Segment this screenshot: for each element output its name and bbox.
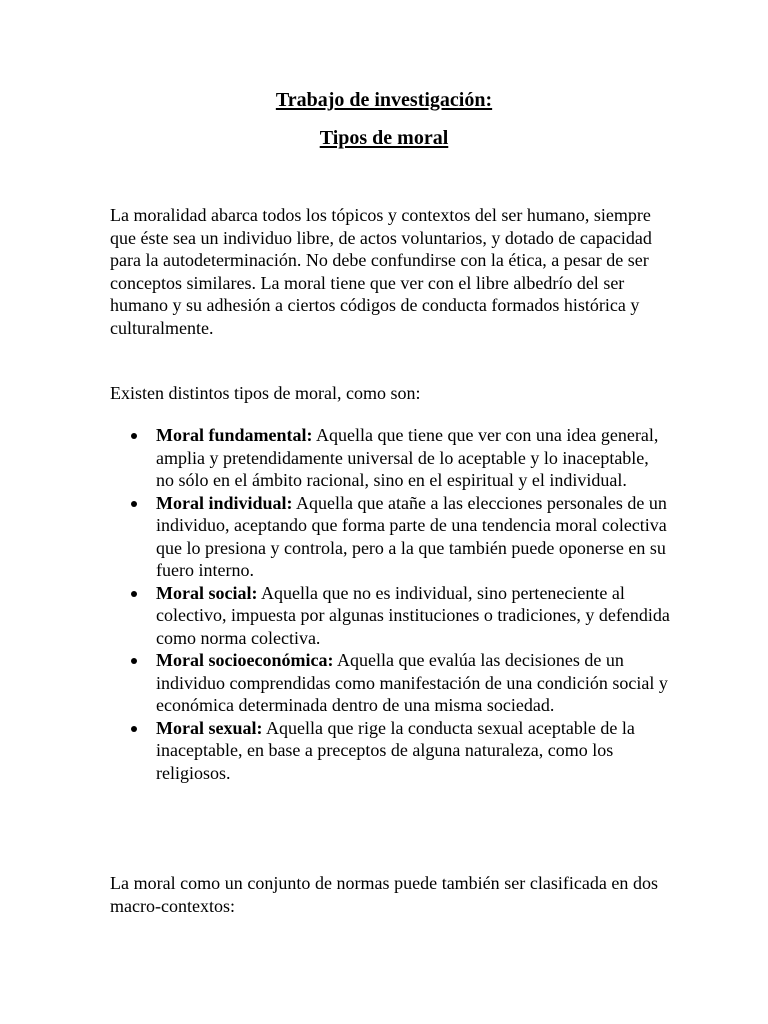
list-item [110,649,670,717]
list-item-text: Aquella que no es individual, sino perteneciente al colectivo, impuesta por algunas instituciones o tradiciones, y defendida como norma colectiva. [156,582,670,648]
list-item-text: Aquella que tiene que ver con una idea general, amplia y pretendidamente universal de lo aceptable y lo inaceptable, no sólo en el ámbito racional, sino en el espiritual y el individual. [156,425,659,490]
list-item-term: Moral sexual: [156,717,263,738]
list-item [110,424,670,492]
bullet-icon [131,433,137,439]
bullet-icon [131,591,137,597]
list-item-text: Aquella que atañe a las elecciones personales de un individuo, aceptando que forma parte de una tendencia moral colectiva que lo presiona y controla, pero a la que también puede oponerse en su fuero interno. [156,492,667,580]
list-item-text: Aquella que evalúa las decisiones de un individuo comprendidas como manifestación de una condición social y económica determinada dentro de una misma sociedad. [156,650,668,715]
bullet-icon [131,726,137,732]
list-item-term: Moral socioeconómica: [156,650,334,670]
list-item [110,582,670,650]
list-item-text: Aquella que rige la conducta sexual aceptable de la inaceptable, en base a preceptos de alguna naturaleza, como los religiosos. [156,717,635,783]
closing-paragraph: La moral como un conjunto de normas puede también ser clasificada en dos macro-contextos: [110,873,658,916]
bullet-icon [131,658,137,664]
list-intro-paragraph: Existen distintos tipos de moral, como son: [110,383,421,403]
list-item [110,492,670,582]
bullet-icon [131,501,137,507]
moral-types-list [110,424,670,784]
list-item-term: Moral individual: [156,492,293,513]
list-item-term: Moral social: [156,582,258,603]
intro-paragraph: La moralidad abarca todos los tópicos y contextos del ser humano, siempre que éste sea un individuo libre, de actos voluntarios, y dotado de capacidad para la autodeterminación. No debe confundirse con la ética, a pesar de ser conceptos similares. La moral tiene que ver con el libre albedrío del ser humano y su adhesión a ciertos códigos de conducta formados histórica y culturalmente. [110,205,652,338]
list-item-term: Moral fundamental: [156,425,313,445]
document-subtitle: Tipos de moral [319,127,449,149]
document-title: Trabajo de investigación: [275,89,493,111]
list-item [110,717,670,785]
